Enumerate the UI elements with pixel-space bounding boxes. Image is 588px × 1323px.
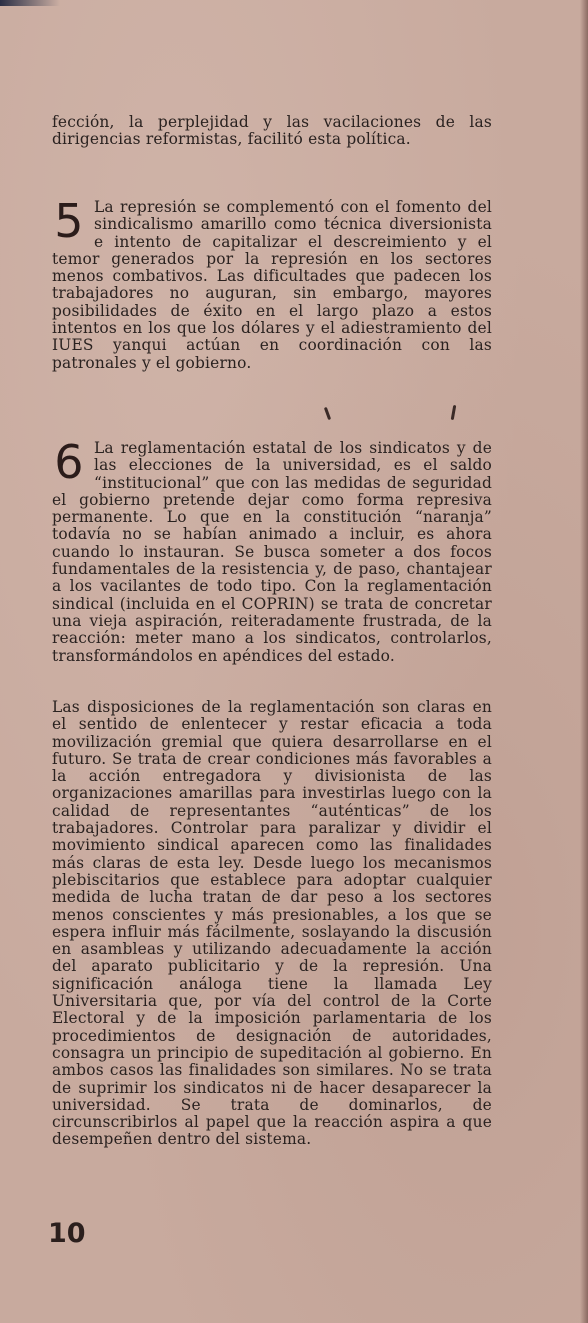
section-6-text: La reglamentación estatal de los sindicatos y de las elecciones de la universidad, es el saldo “institucional” que con las medidas de seguridad el gobierno pretende dejar como forma represiva permanente. Lo que en la constitución “naranja” todavía no se habían animado a incluir, es ahora cuando lo instauran. Se busca someter a dos focos fundamentales de la resistencia y, de paso, chantajear a los vacilantes de todo tipo. Con la reglamentación sindical (incluida en el COPRIN) se trata de concretar una vieja aspiración, reiteradamente frustrada, de la reacción: meter mano a los sindicatos, controlarlos, transformándolos en apéndices del estado.: [52, 439, 492, 665]
intro-text: fección, la perplejidad y las vacilaciones de las dirigencias reformistas, facilitó esta política.: [52, 113, 492, 149]
page-number: 10: [48, 1218, 86, 1249]
pencil-mark-right: [451, 405, 457, 420]
section-5-text: La represión se complementó con el fomento del sindicalismo amarillo como técnica diversionista e intento de capitalizar el descreimiento y el temor generados por la represión en los sectores menos combativos. Las dificultades que padecen los trabajadores no auguran, sin embargo, mayores posibilidades de éxito en el largo plazo a estos intentos en los que los dólares y el adiestramiento del IUES yanqui actúan en coordinación con las patronales y el gobierno.: [52, 198, 492, 372]
closing-paragraph: [52, 699, 492, 1149]
section-5: [52, 194, 492, 372]
page-edge-stain: [0, 0, 60, 6]
closing-text: Las disposiciones de la reglamentación son claras en el sentido de enlentecer y restar eficacia a toda movilización gremial que quiera desarrollarse en el futuro. Se trata de crear condiciones más favorables a la acción entregadora y divisionista de las organizaciones amarillas para investirlas luego con la calidad de representantes “auténticas” de los trabajadores. Controlar para paralizar y dividir el movimiento sindical aparecen como las finalidades más claras de esta ley. Desde luego los mecanismos plebiscitarios que establece para adoptar cualquier medida de lucha tratan de dar peso a los sectores menos conscientes y más presionables, a los que se espera influir más fácilmente, soslayando la discusión en asambleas y utilizando adecuadamente la acción del aparato publicitario y de la represión. Una significación análoga tiene la llamada Ley Universitaria que, por vía del control de la Corte Electoral y de la imposición parlamentaria de los procedimientos de designación de autoridades, consagra un principio de supeditación al gobierno. En ambos casos las finalidades son similares. No se trata de suprimir los sindicatos ni de hacer desaparecer la universidad. Se trata de dominarlos, de circunscribirlos al papel que la reacción aspira a que desempeñen dentro del sistema.: [52, 698, 492, 1149]
page-edge-shadow: [580, 0, 588, 1323]
section-number-6: 6: [54, 435, 84, 489]
pencil-mark-left: [324, 407, 331, 420]
section-6: [52, 435, 492, 665]
intro-paragraph: [52, 114, 492, 149]
section-number-5: 5: [54, 194, 84, 248]
